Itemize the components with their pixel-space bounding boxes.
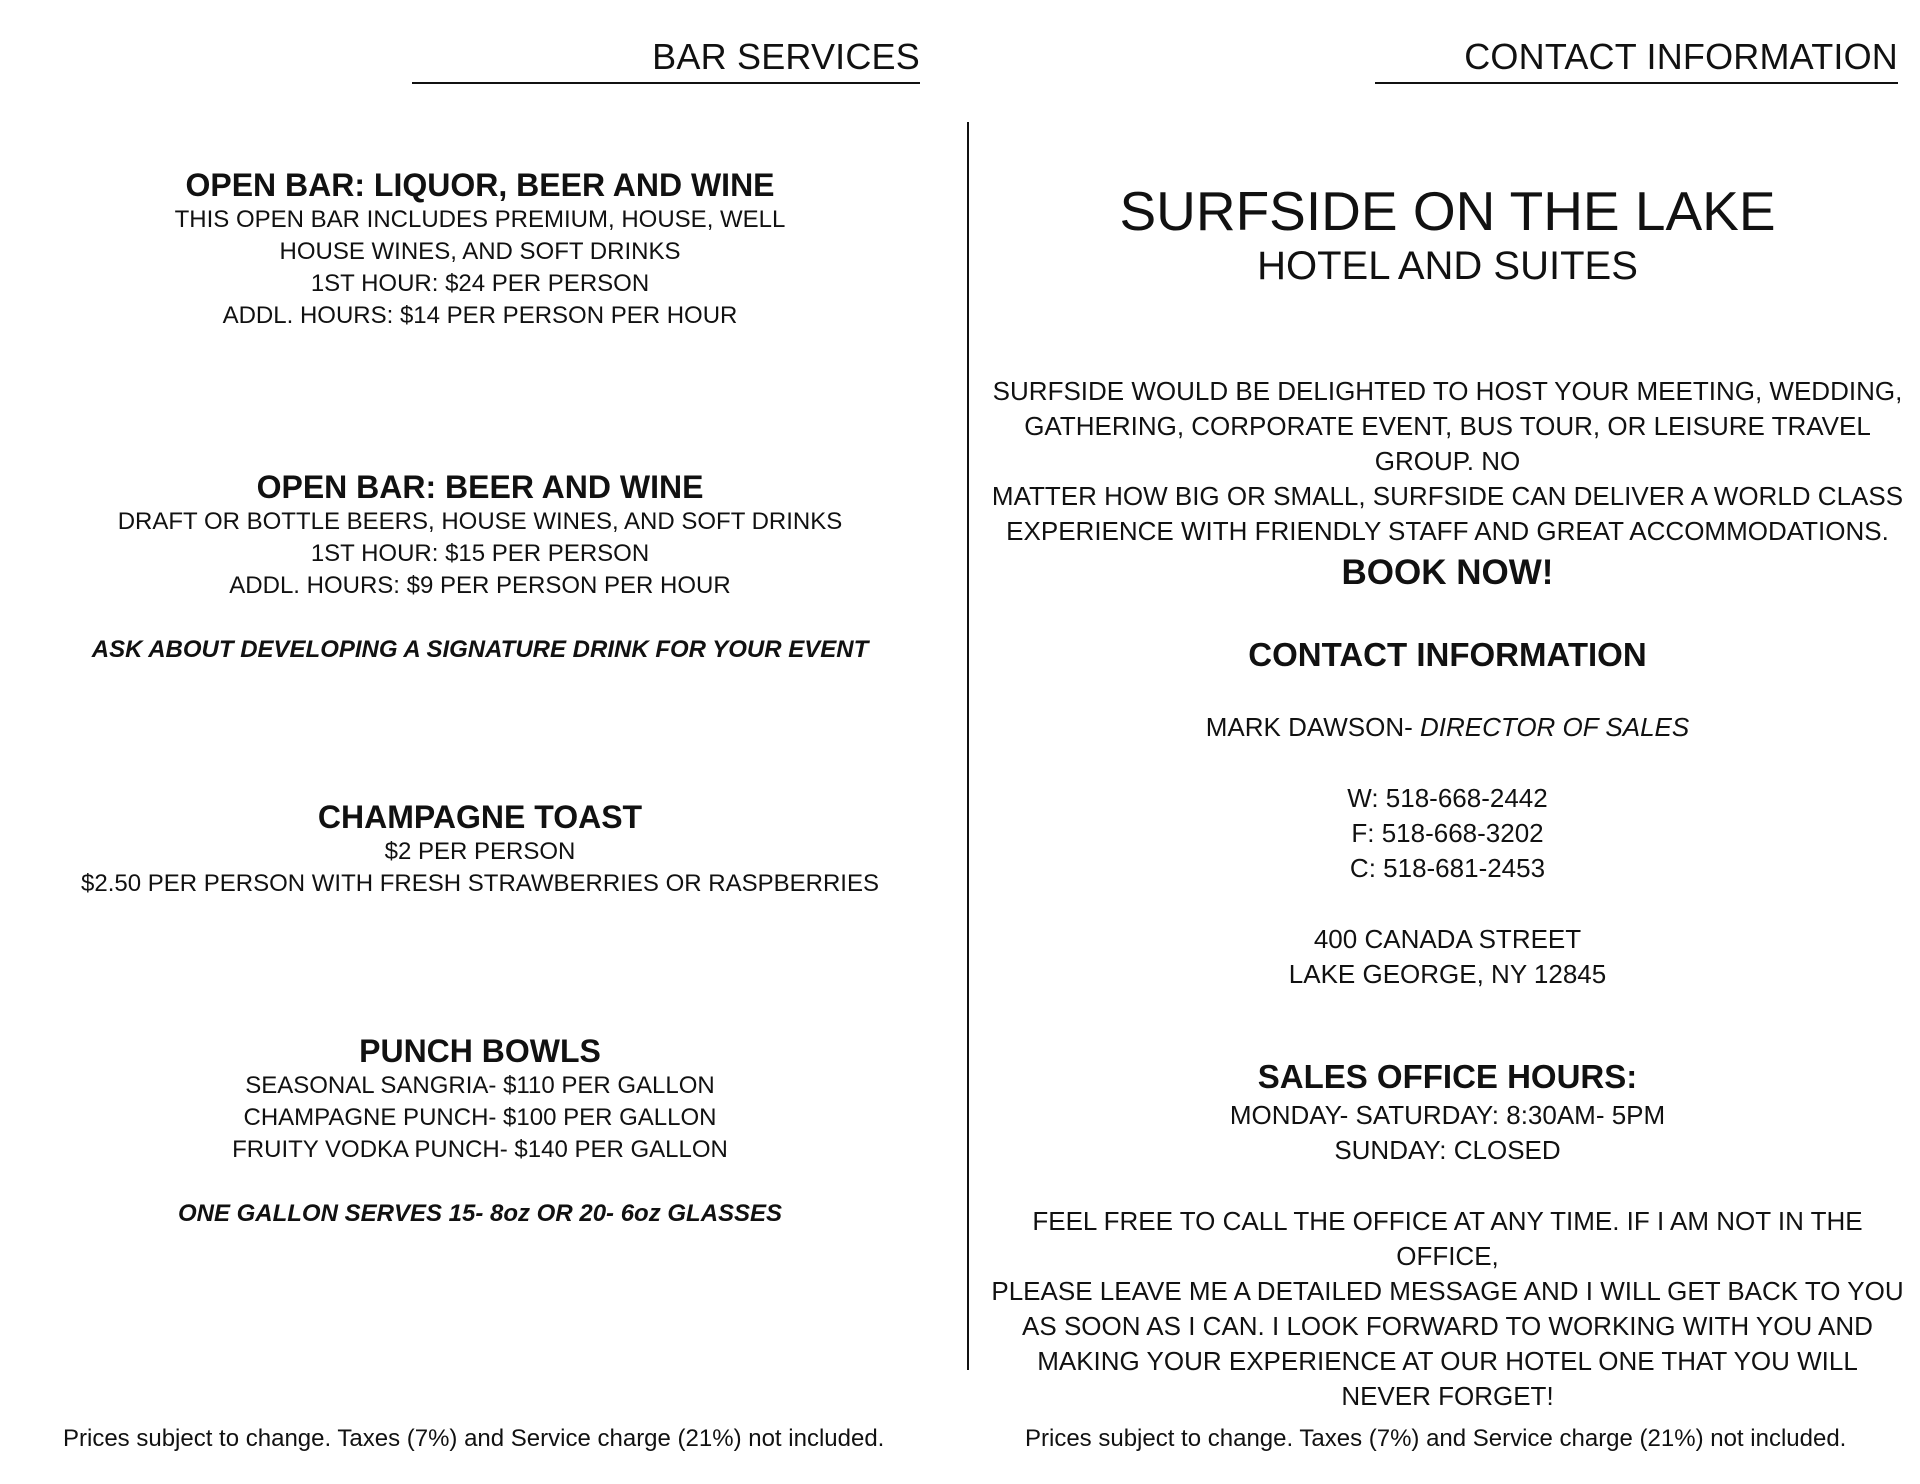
intro-line: MATTER HOW BIG OR SMALL, SURFSIDE CAN DELIVER A WORLD CLASS <box>991 481 1904 511</box>
phone-numbers <box>985 781 1910 886</box>
open-bar-full-line: HOUSE WINES, AND SOFT DRINKS <box>279 238 681 265</box>
bar-services-footer-note: Prices subject to change. Taxes (7%) and Service charge (21%) not included. <box>63 1425 885 1452</box>
punch-bowls-line: FRUITY VODKA PUNCH- $140 PER GALLON <box>232 1136 728 1163</box>
open-bar-beer-wine-section <box>60 468 900 666</box>
contact-person-title: DIRECTOR OF SALES <box>1420 712 1690 742</box>
contact-person-line <box>985 710 1910 745</box>
hotel-subtitle: HOTEL AND SUITES <box>1257 244 1638 288</box>
book-now-heading-block <box>985 551 1910 595</box>
intro-line: SURFSIDE WOULD BE DELIGHTED TO HOST YOUR MEETING, WEDDING, <box>992 376 1903 406</box>
contact-footer-note: Prices subject to change. Taxes (7%) and Service charge (21%) not included. <box>1025 1425 1847 1452</box>
champagne-toast-line: $2 PER PERSON <box>384 838 576 865</box>
hotel-name: SURFSIDE ON THE LAKE <box>1119 180 1776 242</box>
champagne-toast-title: CHAMPAGNE TOAST <box>317 799 643 835</box>
bar-services-header: BAR SERVICES <box>412 36 920 84</box>
punch-bowls-line: CHAMPAGNE PUNCH- $100 PER GALLON <box>243 1104 717 1131</box>
cell-phone: C: 518-681-2453 <box>1349 853 1546 883</box>
contact-person-name: MARK DAWSON- <box>1205 712 1421 742</box>
closing-line: FEEL FREE TO CALL THE OFFICE AT ANY TIME. IF I AM NOT IN THE OFFICE, <box>1032 1206 1863 1271</box>
office-hours-weekday: MONDAY- SATURDAY: 8:30AM- 5PM <box>1229 1100 1666 1130</box>
open-bar-beer-wine-line: DRAFT OR BOTTLE BEERS, HOUSE WINES, AND SOFT DRINKS <box>117 508 843 535</box>
open-bar-full-title: OPEN BAR: LIQUOR, BEER AND WINE <box>185 167 775 203</box>
punch-bowls-title: PUNCH BOWLS <box>359 1033 601 1069</box>
book-now-heading: BOOK NOW! <box>1341 553 1554 592</box>
closing-line: AS SOON AS I CAN. I LOOK FORWARD TO WORKING WITH YOU AND <box>1022 1311 1873 1341</box>
closing-line: PLEASE LEAVE ME A DETAILED MESSAGE AND I WILL GET BACK TO YOU <box>991 1276 1904 1306</box>
gallon-serving-note: ONE GALLON SERVES 15- 8oz OR 20- 6oz GLASSES <box>177 1200 783 1227</box>
fax-number: F: 518-668-3202 <box>1351 818 1544 848</box>
signature-drink-note: ASK ABOUT DEVELOPING A SIGNATURE DRINK FOR YOUR EVENT <box>91 636 869 663</box>
work-phone: W: 518-668-2442 <box>1347 783 1548 813</box>
contact-heading-block <box>985 634 1910 676</box>
contact-heading: CONTACT INFORMATION <box>1248 636 1647 673</box>
office-hours-sunday: SUNDAY: CLOSED <box>1334 1135 1561 1165</box>
intro-line: GATHERING, CORPORATE EVENT, BUS TOUR, OR LEISURE TRAVEL GROUP. NO <box>1024 411 1871 476</box>
champagne-toast-section <box>60 798 900 900</box>
open-bar-beer-wine-line: 1ST HOUR: $15 PER PERSON <box>310 540 650 567</box>
closing-paragraph <box>985 1204 1910 1414</box>
hotel-title-block <box>985 180 1910 290</box>
closing-line: NEVER FORGET! <box>1341 1381 1554 1411</box>
intro-paragraph <box>985 374 1910 549</box>
open-bar-beer-wine-title: OPEN BAR: BEER AND WINE <box>256 469 704 505</box>
open-bar-full-line: 1ST HOUR: $24 PER PERSON <box>310 270 650 297</box>
champagne-toast-line: $2.50 PER PERSON WITH FRESH STRAWBERRIES OR RASPBERRIES <box>81 870 879 897</box>
address-city: LAKE GEORGE, NY 12845 <box>1288 959 1607 989</box>
open-bar-full-line: ADDL. HOURS: $14 PER PERSON PER HOUR <box>222 302 738 329</box>
closing-line: MAKING YOUR EXPERIENCE AT OUR HOTEL ONE THAT YOU WILL <box>1037 1346 1858 1376</box>
punch-bowls-line: SEASONAL SANGRIA- $110 PER GALLON <box>245 1072 715 1099</box>
office-hours-block <box>985 1056 1910 1168</box>
open-bar-full-section <box>60 166 900 332</box>
punch-bowls-section <box>60 1032 900 1230</box>
contact-information-header: CONTACT INFORMATION <box>1375 36 1898 84</box>
intro-line: EXPERIENCE WITH FRIENDLY STAFF AND GREAT ACCOMMODATIONS. <box>1006 516 1889 546</box>
contact-person <box>985 710 1910 745</box>
column-divider <box>967 122 969 1370</box>
open-bar-full-line: THIS OPEN BAR INCLUDES PREMIUM, HOUSE, WELL <box>174 206 786 233</box>
address-block <box>985 922 1910 992</box>
address-street: 400 CANADA STREET <box>1313 924 1582 954</box>
open-bar-beer-wine-line: ADDL. HOURS: $9 PER PERSON PER HOUR <box>229 572 731 599</box>
office-hours-heading: SALES OFFICE HOURS: <box>1257 1058 1638 1095</box>
